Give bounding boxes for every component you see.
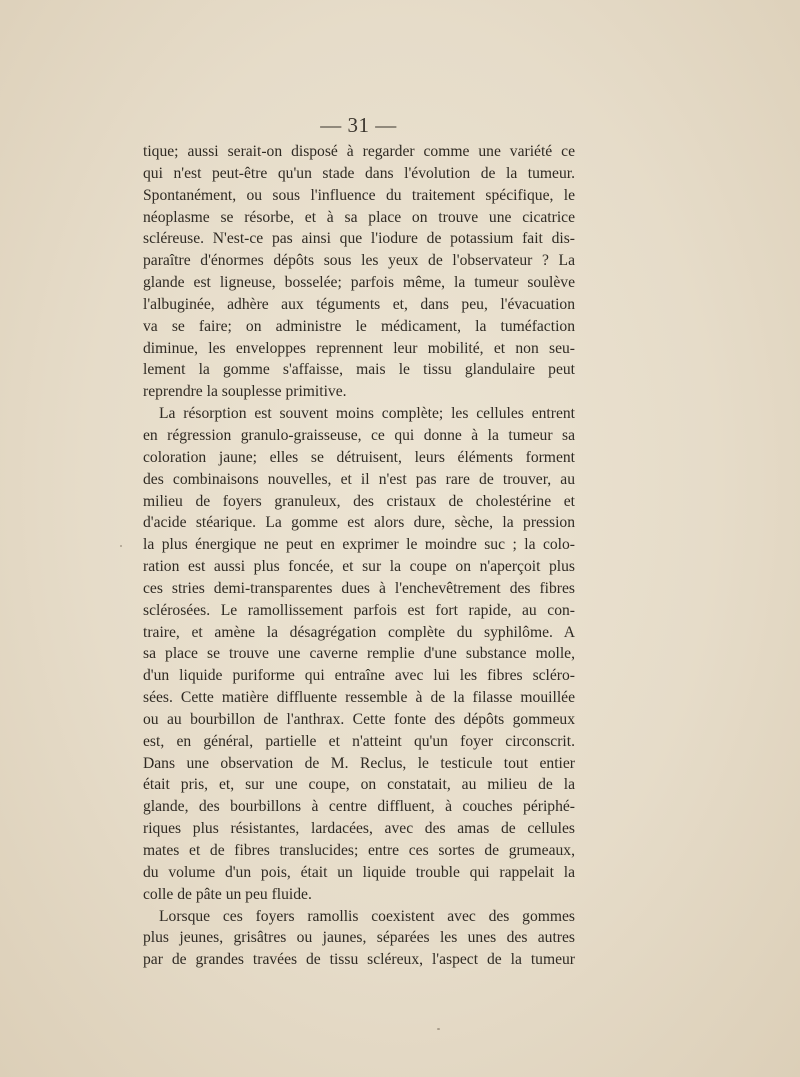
- paper-speck: [437, 1028, 440, 1030]
- text-line: ces stries demi-transparentes dues à l'enchevêtrement des fibres: [143, 579, 575, 597]
- text-line: glande, des bourbillons à centre diffluent, à couches périphé-: [143, 798, 575, 816]
- text-line: plus jeunes, grisâtres ou jaunes, séparées les unes des autres: [143, 929, 575, 947]
- text-line: scléreuse. N'est-ce pas ainsi que l'iodure de potassium fait dis-: [143, 230, 575, 248]
- body-text: [143, 141, 575, 971]
- text-line: riques plus résistantes, lardacées, avec des amas de cellules: [143, 820, 575, 838]
- text-line: l'albuginée, adhère aux téguments et, dans peu, l'évacuation: [143, 295, 575, 313]
- text-line: néoplasme se résorbe, et à sa place on trouve une cicatrice: [143, 208, 575, 226]
- page-number: — 31 —: [320, 113, 397, 137]
- text-line: est, en général, partielle et n'atteint qu'un foyer circonscrit.: [143, 732, 575, 750]
- text-line: La résorption est souvent moins complète; les cellules entrent: [159, 405, 575, 423]
- text-line: coloration jaune; elles se détruisent, leurs éléments forment: [143, 448, 575, 466]
- text-line: mates et de fibres translucides; entre ces sortes de grumeaux,: [143, 842, 575, 859]
- text-line: en régression granulo-graisseuse, ce qui donne à la tumeur sa: [143, 426, 575, 444]
- text-line: ration est aussi plus foncée, et sur la coupe on n'aperçoit plus: [143, 558, 575, 576]
- text-line: milieu de foyers granuleux, des cristaux de cholestérine et: [143, 492, 575, 510]
- text-line: va se faire; on administre le médicament, la tuméfaction: [143, 317, 575, 335]
- text-line: d'acide stéarique. La gomme est alors dure, sèche, la pression: [143, 514, 575, 532]
- text-line: Spontanément, ou sous l'influence du traitement spécifique, le: [143, 186, 575, 204]
- text-line: tique; aussi serait-on disposé à regarder comme une variété ce: [143, 143, 575, 160]
- text-line: était pris, et, sur une coupe, on constatait, au milieu de la: [143, 776, 575, 794]
- text-line: du volume d'un pois, était un liquide trouble qui rappelait la: [143, 863, 575, 881]
- text-line: glande est ligneuse, bosselée; parfois même, la tumeur soulève: [143, 274, 575, 292]
- text-line: lement la gomme s'affaisse, mais le tissu glandulaire peut: [143, 361, 575, 379]
- text-line: diminue, les enveloppes reprennent leur mobilité, et non seu-: [143, 339, 575, 357]
- text-line: par de grandes travées de tissu scléreux, l'aspect de la tumeur: [143, 951, 575, 969]
- text-line: traire, et amène la désagrégation complète du syphilôme. A: [143, 623, 575, 641]
- text-line: des combinaisons nouvelles, et il n'est pas rare de trouver, au: [143, 470, 575, 488]
- text-line: Lorsque ces foyers ramollis coexistent avec des gommes: [159, 907, 575, 925]
- text-line: sa place se trouve une caverne remplie d'une substance molle,: [143, 645, 575, 663]
- text-line: colle de pâte un peu fluide.: [143, 885, 312, 903]
- text-line: d'un liquide puriforme qui entraîne avec lui les fibres scléro-: [143, 667, 575, 685]
- text-line: qui n'est peut-être qu'un stade dans l'évolution de la tumeur.: [143, 164, 575, 182]
- text-line: sées. Cette matière diffluente ressemble à de la filasse mouillée: [143, 689, 575, 707]
- text-line: Dans une observation de M. Reclus, le testicule tout entier: [143, 754, 575, 772]
- text-line: sclérosées. Le ramollissement parfois est fort rapide, au con-: [143, 601, 575, 619]
- text-line: ou au bourbillon de l'anthrax. Cette fonte des dépôts gommeux: [143, 710, 575, 728]
- text-line: reprendre la souplesse primitive.: [143, 383, 347, 401]
- text-line: la plus énergique ne peut en exprimer le moindre suc ; la colo-: [143, 536, 575, 554]
- text-line: paraître d'énormes dépôts sous les yeux de l'observateur ? La: [143, 252, 575, 270]
- paper-speck: [120, 545, 122, 547]
